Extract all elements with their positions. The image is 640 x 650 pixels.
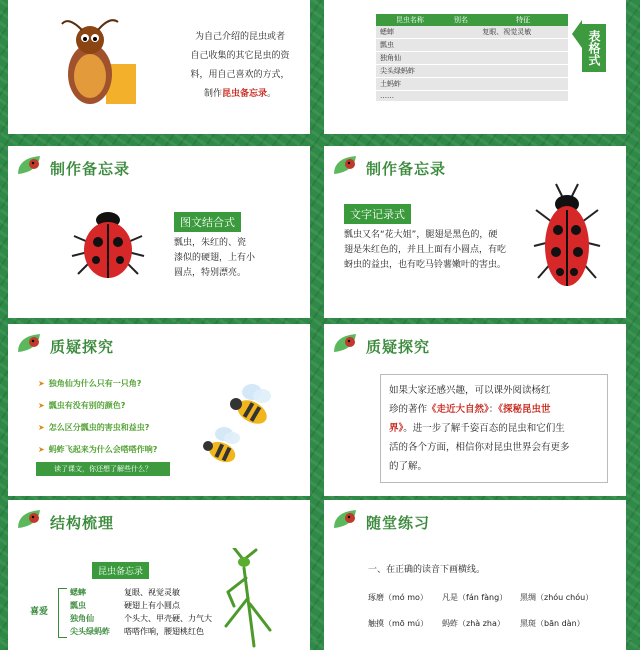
memo-type-tag: 图文结合式 xyxy=(174,212,241,232)
table-cell: 独角仙 xyxy=(376,52,444,65)
ladybug-illustration xyxy=(532,182,602,292)
memo-type-tag: 文字记录式 xyxy=(344,204,411,224)
slide-card-reading[interactable] xyxy=(324,324,626,496)
memo-text-line: 圆点，特别漂亮。 xyxy=(174,268,247,278)
pinyin-choice[interactable]: 黑斑（bān dàn） xyxy=(520,619,585,628)
question-text: 瓢虫有没有别的颜色? xyxy=(48,401,126,410)
table-cell xyxy=(478,91,568,102)
intro-line-4-suffix: 。 xyxy=(267,89,277,99)
questions-footer: 读了课文，你还想了解些什么？ xyxy=(36,462,170,476)
table-row xyxy=(376,39,568,52)
arrow-icon: ➤ xyxy=(38,445,45,454)
question-text: 怎么区分瓢虫的害虫和益虫? xyxy=(48,423,150,432)
slide-card-questions[interactable] xyxy=(8,324,310,496)
table-row xyxy=(376,26,568,39)
arrow-icon: ➤ xyxy=(38,379,45,388)
intro-line-3: 料，用自己喜欢的方式， xyxy=(190,70,290,80)
insect-feature: 硬翅上有小圆点 xyxy=(124,601,180,610)
pinyin-choice[interactable]: 蚂蚱（zhà zha） xyxy=(442,619,505,628)
bee-icon xyxy=(198,426,242,466)
exercise-instruction: 一、在正确的读音下画横线。 xyxy=(368,565,486,575)
question-item xyxy=(38,444,157,455)
intro-line-1: 为自己介绍的昆虫或者 xyxy=(194,32,285,42)
memo-text-line: 翅是朱红色的，并且上面有小圆点，有吃 xyxy=(344,245,507,255)
table-cell: 复眼、视觉灵敏 xyxy=(478,26,568,39)
slide-title: 制作备忘录 xyxy=(50,160,131,178)
slide-title: 结构梳理 xyxy=(50,514,115,532)
table-row xyxy=(376,78,568,91)
table-cell xyxy=(444,26,479,39)
table-cell xyxy=(444,91,479,102)
memo-text-line: 蚜虫的益虫，也有吃马铃薯嫩叶的害虫。 xyxy=(344,260,507,270)
table-cell xyxy=(478,65,568,78)
table-side-label: 表格式 xyxy=(582,24,606,72)
mantis-illustration xyxy=(214,548,274,648)
table-row xyxy=(376,91,568,102)
question-item xyxy=(38,422,149,433)
ladybug-leaf-icon xyxy=(16,332,44,354)
slide-card-memo-image-text[interactable] xyxy=(8,146,310,318)
table-cell xyxy=(478,78,568,91)
slide-title: 制作备忘录 xyxy=(366,160,447,178)
intro-highlight: 昆虫备忘录 xyxy=(221,89,267,99)
table-header-name: 昆虫名称 xyxy=(376,14,444,26)
structure-row xyxy=(70,599,212,612)
table-row xyxy=(376,52,568,65)
book-title: 界》 xyxy=(389,423,404,434)
table-cell: …… xyxy=(376,91,444,102)
question-text: 独角仙为什么只有一只角? xyxy=(48,379,142,388)
structure-side-label: 喜爱 xyxy=(30,607,49,617)
pinyin-choice[interactable]: 凡是（fán fàng） xyxy=(442,593,508,602)
pinyin-choice[interactable]: 琢磨（mó mo） xyxy=(368,593,428,602)
question-item xyxy=(38,400,125,411)
insect-name: 尖头绿蚂蚱 xyxy=(70,627,110,636)
memo-text-line: 瓢虫，朱红的、瓷 xyxy=(174,238,247,248)
ladybug-leaf-icon xyxy=(16,508,44,530)
table-header-alias: 别名 xyxy=(444,14,479,26)
structure-root-tag: 昆虫备忘录 xyxy=(92,562,149,579)
question-item xyxy=(38,378,141,389)
memo-text-line: 瓢虫又名“花大姐”，腿翅是黑色的，硬 xyxy=(344,230,498,240)
bee-icon xyxy=(222,382,274,428)
pinyin-choice[interactable]: 黑绸（zhóu chóu） xyxy=(520,593,594,602)
ladybug-leaf-icon xyxy=(332,332,360,354)
arrow-icon: ➤ xyxy=(38,401,45,410)
table-cell xyxy=(444,78,479,91)
insect-feature: 复眼、视觉灵敏 xyxy=(124,588,180,597)
structure-row xyxy=(70,586,212,599)
structure-row xyxy=(70,625,212,638)
slide-card-table[interactable] xyxy=(324,0,626,134)
table-cell: 尖头绿蚂蚱 xyxy=(376,65,444,78)
intro-line-2: 自己收集的其它昆虫的资 xyxy=(190,51,290,61)
ladybug-leaf-icon xyxy=(16,154,44,176)
insect-name: 瓢虫 xyxy=(70,601,86,610)
cockroach-illustration xyxy=(48,14,138,114)
slide-card-memo-text[interactable] xyxy=(324,146,626,318)
insect-table xyxy=(376,14,568,102)
insect-feature: 嗒嗒作响，腰翅桃红色 xyxy=(124,627,204,636)
table-cell: 瓢虫 xyxy=(376,39,444,52)
reading-text-line: 珍的著作 xyxy=(389,404,428,415)
question-text: 蚂蚱飞起来为什么会嗒嗒作响? xyxy=(48,445,158,454)
insect-name: 独角仙 xyxy=(70,614,94,623)
intro-line-4-prefix: 制作 xyxy=(203,89,222,99)
slide-card-exercise[interactable] xyxy=(324,500,626,650)
table-cell xyxy=(444,52,479,65)
table-side-arrow xyxy=(572,20,582,48)
arrow-icon: ➤ xyxy=(38,423,45,432)
book-title: 《走近大自然》 xyxy=(427,404,489,415)
slide-title: 质疑探究 xyxy=(50,338,115,356)
reading-text-line: 。进一步了解千姿百态的昆虫和它们生 xyxy=(403,423,565,434)
table-header-feature: 特征 xyxy=(478,14,568,26)
ladybug-leaf-icon xyxy=(332,154,360,176)
insect-name: 蟋蟀 xyxy=(70,588,86,597)
reading-text-line: 活的各个方面，相信你对昆虫世界会有更多 xyxy=(389,442,570,453)
table-cell xyxy=(478,52,568,65)
structure-bracket xyxy=(58,588,67,638)
table-cell xyxy=(444,39,479,52)
reading-text-box xyxy=(380,374,608,483)
slide-card-intro[interactable] xyxy=(8,0,310,134)
slide-card-structure[interactable] xyxy=(8,500,310,650)
pinyin-choice[interactable]: 触摸（mō mú） xyxy=(368,619,429,628)
reading-text-line: 的了解。 xyxy=(389,461,428,472)
ladybug-illustration xyxy=(68,202,148,282)
book-title: 《探秘昆虫世 xyxy=(498,404,551,415)
memo-text-line: 漆似的硬翅，上有小 xyxy=(174,253,256,263)
ladybug-leaf-icon xyxy=(332,508,360,530)
table-cell: 蟋蟀 xyxy=(376,26,444,39)
structure-row xyxy=(70,612,212,625)
slide-title: 随堂练习 xyxy=(366,514,431,532)
reading-text-line: 如果大家还感兴趣，可以课外阅读杨红 xyxy=(389,385,551,396)
slide-title: 质疑探究 xyxy=(366,338,431,356)
insect-feature: 个头大、甲壳硬、力气大 xyxy=(124,614,212,623)
table-cell: 土蚂蚱 xyxy=(376,78,444,91)
reading-text-line: ： xyxy=(488,404,499,415)
table-row xyxy=(376,65,568,78)
table-cell xyxy=(478,39,568,52)
table-cell xyxy=(444,65,479,78)
